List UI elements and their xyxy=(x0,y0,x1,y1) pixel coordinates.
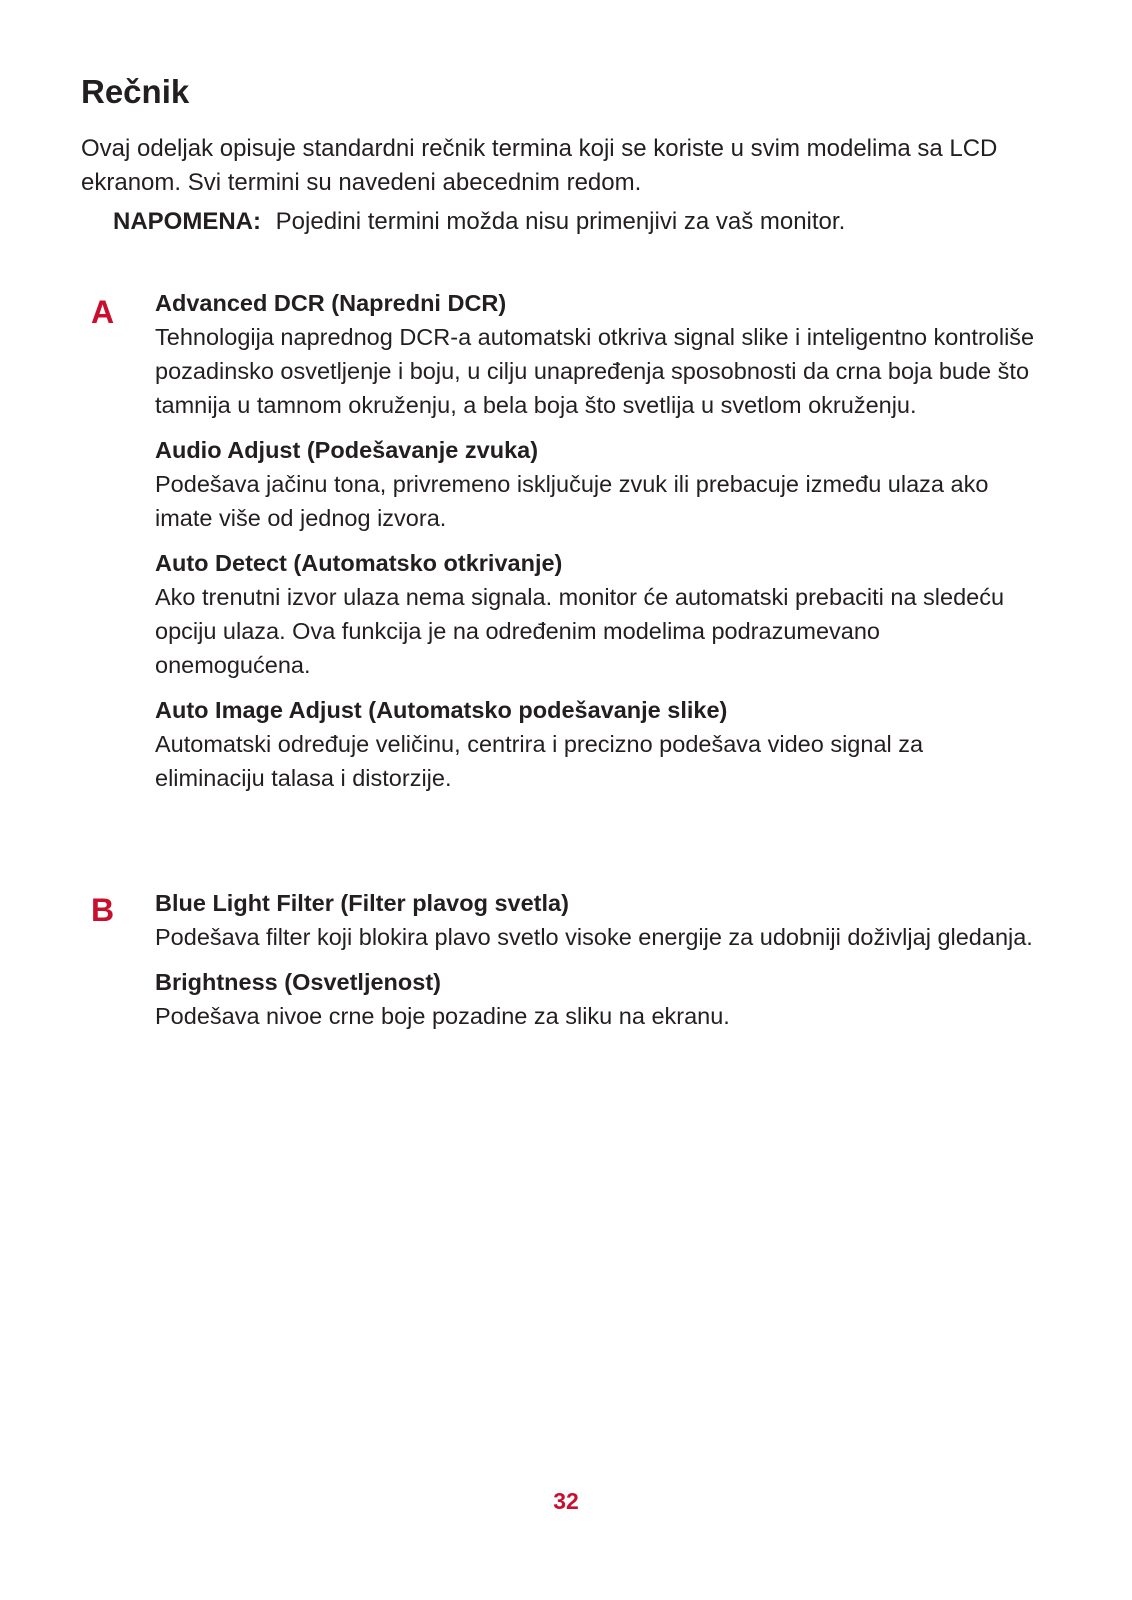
glossary-term: Blue Light Filter (Filter plavog svetla) xyxy=(155,890,569,916)
section-letter-a: A xyxy=(91,294,115,330)
glossary-description: Podešava nivoe crne boje pozadine za sliku na ekranu. xyxy=(155,1003,730,1029)
glossary-term: Auto Image Adjust (Automatsko podešavanje slike) xyxy=(155,697,728,723)
glossary-description: Tehnologija naprednog DCR-a automatski otkriva signal slike i inteligentno kontroliše pozadinsko osvetljenje i boju, u cilju unapređenja sposobnosti da crna boja bude što tamnija u tamnom okruženju, a bela boja što svetlija u svetlom okruženju. xyxy=(155,324,1035,418)
page-title: Rečnik xyxy=(81,73,190,110)
glossary-entry-brightness xyxy=(155,965,1035,1033)
glossary-description: Podešava jačinu tona, privremeno isključuje zvuk ili prebacuje između ulaza ako imate više od jednog izvora. xyxy=(155,471,989,531)
glossary-entry-auto-image-adjust xyxy=(155,693,1035,795)
note xyxy=(113,205,845,239)
glossary-description: Ako trenutni izvor ulaza nema signala. monitor će automatski prebaciti na sledeću opciju ulaza. Ova funkcija je na određenim modelima podrazumevano onemogućena. xyxy=(155,584,1005,678)
glossary-term: Auto Detect (Automatsko otkrivanje) xyxy=(155,550,563,576)
glossary-description: Podešava filter koji blokira plavo svetlo visoke energije za udobniji doživljaj gledanja. xyxy=(155,924,1033,950)
glossary-entry-blue-light-filter xyxy=(155,886,1035,954)
section-b-entries xyxy=(155,886,1035,1044)
note-label: NAPOMENA: xyxy=(113,208,261,235)
glossary-description: Automatski određuje veličinu, centrira i precizno podešava video signal za eliminaciju talasa i distorzije. xyxy=(155,731,924,791)
glossary-term: Brightness (Osvetljenost) xyxy=(155,969,441,995)
section-a-entries xyxy=(155,286,1035,806)
glossary-entry-audio-adjust xyxy=(155,433,1035,535)
note-text: Pojedini termini možda nisu primenjivi za vaš monitor. xyxy=(275,208,846,235)
section-letter-b: B xyxy=(91,892,115,928)
glossary-term: Advanced DCR (Napredni DCR) xyxy=(155,290,507,316)
page-number: 32 xyxy=(553,1488,579,1514)
glossary-entry-auto-detect xyxy=(155,546,1035,682)
intro-paragraph: Ovaj odeljak opisuje standardni rečnik termina koji se koriste u svim modelima sa LCD ekranom. Svi termini su navedeni abecednim redom. xyxy=(81,135,998,196)
glossary-term: Audio Adjust (Podešavanje zvuka) xyxy=(155,437,539,463)
glossary-entry-advanced-dcr xyxy=(155,286,1035,422)
